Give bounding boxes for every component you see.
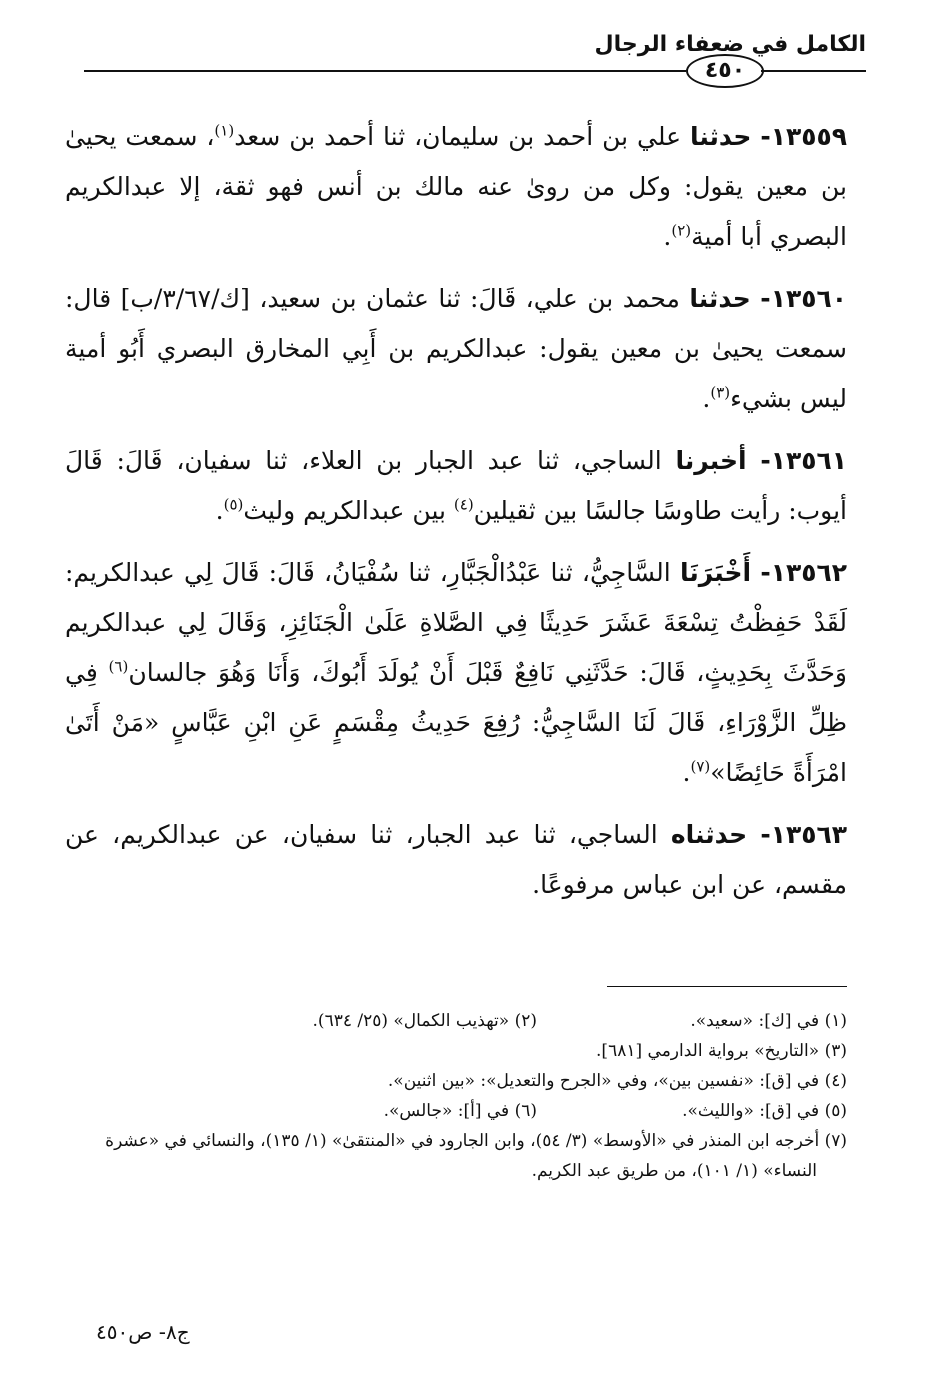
footnote-2: (٢) «تهذيب الكمال» (٢٥/ ٦٣٤). bbox=[312, 1011, 537, 1031]
footnote-row bbox=[65, 1066, 847, 1096]
hadith-text: محمد بن علي، قَالَ: ثنا عثمان بن سعيد، [ك/٣/٦٧/ب] قال: سمعت يحيىٰ بن معين يقول: عبدالكريم بن أَبِي المخارق البصري أَبُو أمية ليس بشيء bbox=[65, 284, 847, 413]
footnotes bbox=[65, 1006, 847, 1186]
main-text bbox=[65, 112, 847, 922]
hadith-text: علي بن أحمد بن سليمان، ثنا أحمد بن سعد bbox=[234, 122, 690, 151]
footnote-marker: (٦) bbox=[108, 657, 129, 676]
narration-keyword: حدثناه bbox=[670, 820, 748, 849]
narration-keyword: حدثنا bbox=[689, 284, 751, 313]
hadith-13562 bbox=[65, 548, 847, 798]
hadith-text: . bbox=[663, 222, 672, 251]
hadith-text: الساجي، ثنا عبد الجبار، ثنا سفيان، عن عبدالكريم، عن مقسم، عن ابن عباس مرفوعًا. bbox=[65, 820, 847, 899]
hadith-text: . bbox=[682, 758, 691, 787]
hadith-text: بين عبدالكريم وليث bbox=[243, 496, 454, 525]
footnote-marker: (٣) bbox=[710, 383, 731, 402]
header-rule bbox=[761, 70, 866, 72]
hadith-text: . bbox=[702, 384, 711, 413]
footnote-1: (١) في [ك]: «سعيد». bbox=[690, 1011, 847, 1031]
narration-keyword: حدثنا bbox=[689, 122, 752, 151]
footnote-7: (٧) أخرجه ابن المنذر في «الأوسط» (٣/ ٥٤)، وابن الجارود في «المنتقىٰ» (١/ ١٣٥)، والنسائي في «عشرة النساء» (١/ ١٠١)، من طريق عبد الكريم. bbox=[105, 1131, 847, 1181]
hadith-number: ١٣٥٥٩- bbox=[760, 122, 847, 151]
hadith-number: ١٣٥٦١- bbox=[760, 446, 847, 475]
footnote-row bbox=[65, 1036, 847, 1066]
footnote-6: (٦) في [أ]: «جالس». bbox=[383, 1101, 537, 1121]
hadith-text: ، سمعت يحيىٰ بن معين يقول: وكل من روىٰ عنه مالك بن أنس فهو ثقة، إلا عبدالكريم البصري أبا أمية bbox=[65, 122, 847, 251]
hadith-number: ١٣٥٦٢- bbox=[760, 558, 848, 587]
hadith-text: . bbox=[215, 496, 224, 525]
footnote-marker: (٢) bbox=[671, 221, 692, 240]
hadith-13559 bbox=[65, 112, 847, 262]
narration-keyword: أَخْبَرَنَا bbox=[679, 558, 752, 587]
hadith-text: فِي ظِلِّ الزَّوْرَاءِ، قَالَ لَنَا السَّاجِيُّ: رُفِعَ حَدِيثُ مِقْسَمٍ عَنِ ابْنِ عَبَّاسٍ «مَنْ أَتَىٰ امْرَأَةً حَائِضًا» bbox=[65, 658, 847, 787]
footnote-marker: (٧) bbox=[690, 757, 711, 776]
page-number-oval: ٤٥٠ bbox=[686, 54, 764, 88]
hadith-13561 bbox=[65, 436, 847, 536]
footnote-marker: (١) bbox=[214, 121, 235, 140]
footnote-4: (٤) في [ق]: «نفسين بين»، وفي «الجرح والتعديل»: «بين اثنين». bbox=[387, 1071, 847, 1091]
hadith-number: ١٣٥٦٠- bbox=[760, 284, 847, 313]
hadith-text: السَّاجِيُّ، ثنا عَبْدُالْجَبَّارِ، ثنا سُفْيَانُ، قَالَ: قَالَ لِي عبدالكريم: لَقَدْ حَفِظْتُ تِسْعَةَ عَشَرَ حَدِيثًا فِي الصَّلاةِ عَلَىٰ الْجَنَائِزِ، وَقَالَ لِي عبدالكريم وَحَدَّثَ بِحَدِيثٍ، قَالَ: حَدَّثَنِي نَافِعٌ قَبْلَ أَنْ يُولَدَ أَبُوكَ، وَأَنَا وَهُوَ جالسان bbox=[65, 558, 847, 687]
footnote-3: (٣) «التاريخ» برواية الدارمي [٦٨١]. bbox=[596, 1041, 847, 1061]
hadith-13563 bbox=[65, 810, 847, 910]
header-rule-left bbox=[84, 70, 686, 72]
hadith-text: الساجي، ثنا عبد الجبار بن العلاء، ثنا سفيان، قَالَ: قَالَ أيوب: رأيت طاوسًا جالسًا بين ثقيلين bbox=[65, 446, 847, 525]
footnote-marker: (٥) bbox=[223, 495, 244, 514]
footnote-row bbox=[65, 1006, 847, 1036]
running-header bbox=[84, 28, 866, 88]
hadith-13560 bbox=[65, 274, 847, 424]
hadith-number: ١٣٥٦٣- bbox=[760, 820, 847, 849]
volume-page-label: ج٨- ص٤٥٠ bbox=[96, 1320, 190, 1344]
book-title: الكامل في ضعفاء الرجال bbox=[594, 32, 866, 57]
narration-keyword: أخبرنا bbox=[675, 446, 747, 475]
footnote-5: (٥) في [ق]: «والليث». bbox=[682, 1101, 847, 1121]
footnote-row bbox=[65, 1096, 847, 1126]
footnote-separator bbox=[607, 986, 847, 987]
footnote-marker: (٤) bbox=[453, 495, 474, 514]
